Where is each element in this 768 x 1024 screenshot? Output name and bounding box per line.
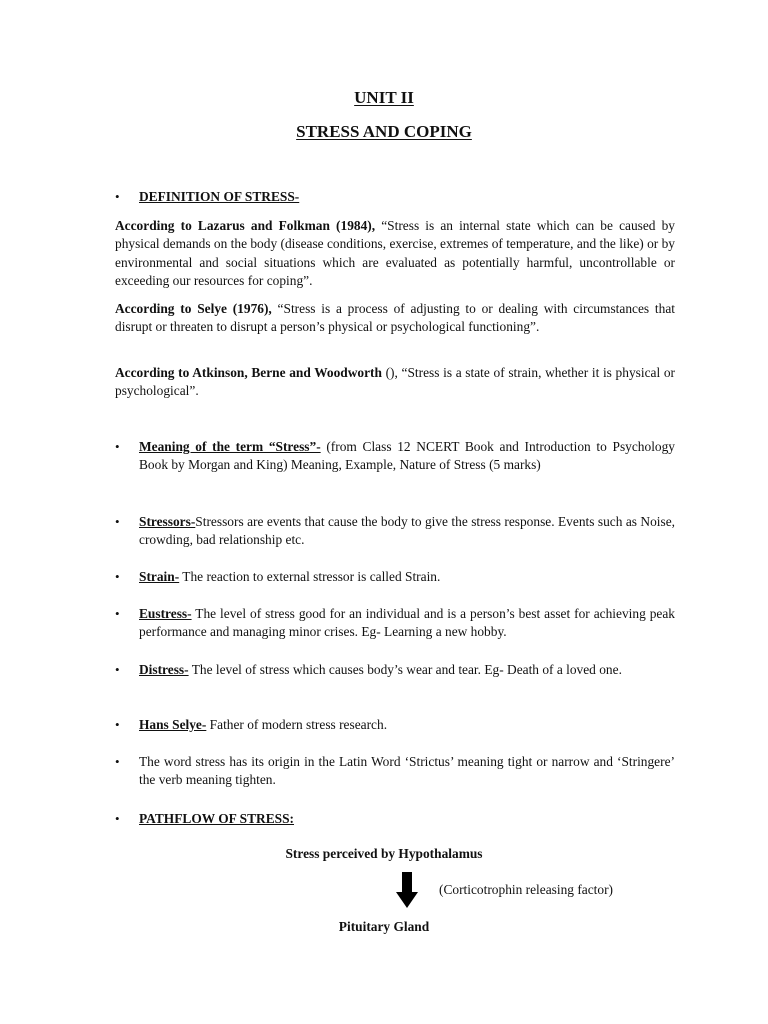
bullet-glyph: • bbox=[115, 189, 120, 204]
definition-atkinson bbox=[115, 364, 675, 401]
term-meaning-text: (from Class 12 NCERT Book and Introduction to Psychology Book by Morgan and King) Meaning, Example, Nature of Stress (5 marks) bbox=[139, 439, 676, 473]
definition-lazarus-lead: According to Lazarus and Folkman (1984), bbox=[115, 218, 376, 233]
definition-heading: DEFINITION OF STRESS- bbox=[139, 189, 300, 204]
page-title: STRESS AND COPING bbox=[296, 122, 472, 141]
term-distress: Distress- bbox=[139, 662, 189, 677]
definition-lazarus bbox=[115, 217, 675, 291]
bullet-glyph: • bbox=[115, 754, 120, 769]
bullet-glyph: • bbox=[115, 569, 120, 584]
pathflow-arrow-note: (Corticotrophin releasing factor) bbox=[439, 882, 614, 897]
term-distress-text: The level of stress which causes body’s wear and tear. Eg- Death of a loved one. bbox=[188, 662, 622, 677]
bullet-glyph: • bbox=[115, 514, 120, 529]
pathflow-step-hypothalamus: Stress perceived by Hypothalamus bbox=[285, 846, 483, 861]
definition-lazarus-text: “Stress is an internal state which can be caused by physical demands on the body (disease conditions, exercise, extremes of temperature, and the like) or by environmental and social situations which are evaluated as potentially harmful, uncontrollable or exceeding our resources for coping”. bbox=[115, 218, 676, 289]
term-stressors: Stressors- bbox=[139, 514, 196, 529]
definition-atkinson-text: (), “Stress is a state of strain, whether it is physical or psychological”. bbox=[115, 365, 675, 399]
term-eustress: Eustress- bbox=[139, 606, 192, 621]
term-hans-selye-text: Father of modern stress research. bbox=[206, 717, 388, 732]
bullet-glyph: • bbox=[115, 606, 120, 621]
definition-selye bbox=[115, 300, 675, 337]
bullet-glyph: • bbox=[115, 439, 120, 454]
definition-selye-text: “Stress is a process of adjusting to or dealing with circumstances that disrupt or threaten to disrupt a person’s physical or psychological functioning”. bbox=[115, 301, 675, 335]
unit-heading: UNIT II bbox=[354, 88, 414, 107]
definition-selye-lead: According to Selye (1976), bbox=[115, 301, 272, 316]
term-strain-text: The reaction to external stressor is called Strain. bbox=[179, 569, 441, 584]
down-arrow-icon bbox=[396, 872, 418, 908]
definition-atkinson-lead: According to Atkinson, Berne and Woodworth bbox=[115, 365, 382, 380]
term-strain: Strain- bbox=[139, 569, 180, 584]
bullet-glyph: • bbox=[115, 811, 120, 826]
term-stressors-text: Stressors are events that cause the body to give the stress response. Events such as Noise, crowding, bad relationship etc. bbox=[139, 514, 675, 548]
term-hans-selye: Hans Selye- bbox=[139, 717, 207, 732]
bullet-glyph: • bbox=[115, 717, 120, 732]
term-eustress-text: The level of stress good for an individual and is a person’s best asset for achieving peak performance and managing minor crises. Eg- Learning a new hobby. bbox=[139, 606, 675, 640]
term-meaning: Meaning of the term “Stress”- bbox=[139, 439, 321, 454]
origin-text: The word stress has its origin in the Latin Word ‘Strictus’ meaning tight or narrow and ‘Stringere’ the verb meaning tighten. bbox=[139, 754, 675, 788]
bullet-glyph: • bbox=[115, 662, 120, 677]
pathflow-heading: PATHFLOW OF STRESS: bbox=[139, 811, 295, 826]
pathflow-step-pituitary: Pituitary Gland bbox=[338, 919, 430, 934]
